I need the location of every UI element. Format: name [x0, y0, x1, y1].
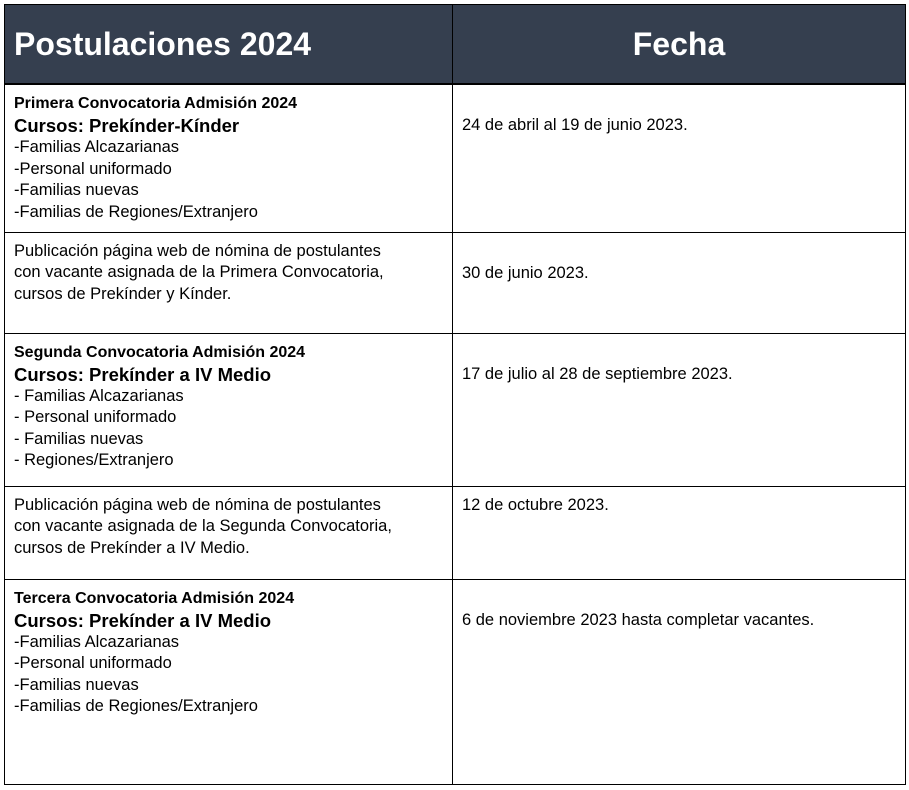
row-line: Publicación página web de nómina de postulantes [14, 241, 381, 260]
table-row [5, 486, 906, 579]
header-fecha: Fecha [453, 5, 906, 85]
row-description [5, 232, 453, 333]
row-date: 12 de octubre 2023. [462, 495, 609, 514]
row-date-cell [453, 333, 906, 486]
table-row [5, 333, 906, 486]
row-date-cell [453, 232, 906, 333]
row-date-cell [453, 579, 906, 784]
row-description [5, 486, 453, 579]
admissions-schedule-table [4, 4, 906, 785]
row-description [5, 579, 453, 784]
row-line: Publicación página web de nómina de postulantes [14, 495, 381, 514]
header-postulaciones: Postulaciones 2024 [5, 5, 453, 85]
row-title: Segunda Convocatoria Admisión 2024 [14, 343, 306, 361]
row-line: -Familias nuevas [14, 675, 139, 694]
table-row [5, 579, 906, 784]
row-line: con vacante asignada de la Segunda Convocatoria, [14, 517, 392, 535]
row-date-cell [453, 486, 906, 579]
row-line: -Familias Alcazarianas [14, 138, 180, 156]
row-line: - Personal uniformado [14, 408, 177, 426]
row-date: 17 de julio al 28 de septiembre 2023. [462, 364, 733, 383]
row-line: -Personal uniformado [14, 654, 172, 672]
row-line: -Familias de Regiones/Extranjero [14, 697, 258, 715]
row-title: Primera Convocatoria Admisión 2024 [14, 95, 298, 112]
row-date: 30 de junio 2023. [462, 263, 589, 282]
row-subtitle: Cursos: Prekínder-Kínder [14, 115, 240, 136]
row-line: -Personal uniformado [14, 159, 172, 178]
row-date-cell [453, 84, 906, 232]
row-line: cursos de Prekínder y Kínder. [14, 284, 232, 303]
table-header-row [5, 5, 906, 85]
row-line: con vacante asignada de la Primera Convocatoria, [14, 263, 384, 281]
row-line: - Regiones/Extranjero [14, 451, 174, 469]
row-title: Tercera Convocatoria Admisión 2024 [14, 589, 295, 607]
row-date: 6 de noviembre 2023 hasta completar vacantes. [462, 610, 815, 629]
row-description [5, 84, 453, 232]
row-subtitle: Cursos: Prekínder a IV Medio [14, 609, 272, 631]
row-description [5, 333, 453, 486]
row-line: - Familias nuevas [14, 429, 144, 448]
row-line: -Familias nuevas [14, 181, 139, 199]
row-line: -Familias de Regiones/Extranjero [14, 202, 258, 221]
row-subtitle: Cursos: Prekínder a IV Medio [14, 363, 272, 385]
row-date: 24 de abril al 19 de junio 2023. [462, 116, 688, 134]
row-line: cursos de Prekínder a IV Medio. [14, 538, 250, 557]
table-row [5, 84, 906, 232]
row-line: - Familias Alcazarianas [14, 386, 184, 405]
row-line: -Familias Alcazarianas [14, 632, 180, 651]
table-row [5, 232, 906, 333]
